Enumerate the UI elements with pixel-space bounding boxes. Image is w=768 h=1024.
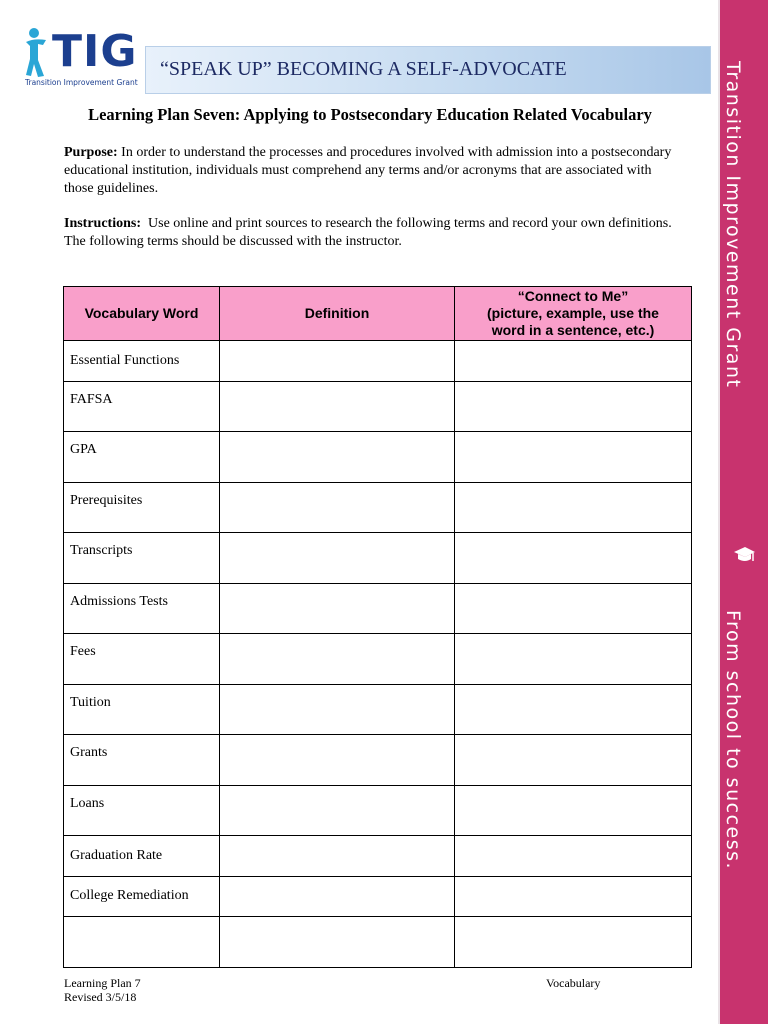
vocabulary-word-cell: FAFSA (64, 381, 220, 432)
instructions-paragraph (64, 215, 680, 251)
header-definition: Definition (220, 287, 455, 341)
vocabulary-word-cell: Essential Functions (64, 341, 220, 382)
definition-cell[interactable] (220, 735, 455, 786)
vocabulary-word-cell: Loans (64, 785, 220, 836)
definition-cell[interactable] (220, 432, 455, 483)
connect-cell[interactable] (455, 381, 692, 432)
definition-cell[interactable] (220, 381, 455, 432)
connect-cell[interactable] (455, 876, 692, 917)
header-connect-line3: word in a sentence, etc.) (491, 322, 655, 338)
table-row (64, 533, 692, 584)
connect-cell[interactable] (455, 482, 692, 533)
vocabulary-word-cell: Graduation Rate (64, 836, 220, 877)
footer-revised-date: Revised 3/5/18 (64, 990, 137, 1004)
connect-cell[interactable] (455, 533, 692, 584)
definition-cell[interactable] (220, 583, 455, 634)
definition-cell[interactable] (220, 836, 455, 877)
footer-plan-label: Learning Plan 7 (64, 976, 141, 990)
vocabulary-table (63, 286, 692, 968)
instructions-text: Use online and print sources to research the following terms and record your own definitions. The following terms should be discussed with the instructor. (64, 216, 672, 249)
connect-cell[interactable] (455, 785, 692, 836)
vocabulary-word-cell: GPA (64, 432, 220, 483)
definition-cell[interactable] (220, 917, 455, 968)
definition-cell[interactable] (220, 876, 455, 917)
document-title: Learning Plan Seven: Applying to Postsecondary Education Related Vocabulary (88, 105, 652, 124)
vocabulary-word-cell: Tuition (64, 684, 220, 735)
vocabulary-word-cell: Transcripts (64, 533, 220, 584)
vocabulary-word-cell: College Remediation (64, 876, 220, 917)
purpose-label: Purpose: (64, 145, 118, 160)
definition-cell[interactable] (220, 785, 455, 836)
connect-cell[interactable] (455, 432, 692, 483)
connect-cell[interactable] (455, 634, 692, 685)
header-connect-line2: (picture, example, use the (487, 305, 659, 321)
connect-cell[interactable] (455, 341, 692, 382)
table-row (64, 432, 692, 483)
table-row (64, 583, 692, 634)
definition-cell[interactable] (220, 634, 455, 685)
vocabulary-word-cell: Prerequisites (64, 482, 220, 533)
instructions-label: Instructions: (64, 216, 142, 231)
connect-cell[interactable] (455, 684, 692, 735)
footer-left (64, 976, 141, 1004)
table-row (64, 917, 692, 968)
definition-cell[interactable] (220, 482, 455, 533)
connect-cell[interactable] (455, 836, 692, 877)
person-figure-icon (24, 26, 54, 82)
vocabulary-word-cell[interactable] (64, 917, 220, 968)
vocabulary-word-cell: Grants (64, 735, 220, 786)
banner-title: “SPEAK UP” BECOMING A SELF-ADVOCATE (160, 58, 567, 80)
definition-cell[interactable] (220, 533, 455, 584)
footer-right: Vocabulary (546, 976, 601, 990)
table-row (64, 634, 692, 685)
table-row (64, 482, 692, 533)
logo-letters: TIG (52, 26, 138, 77)
table-row (64, 876, 692, 917)
tig-logo (24, 26, 144, 92)
connect-cell[interactable] (455, 917, 692, 968)
definition-cell[interactable] (220, 684, 455, 735)
purpose-paragraph (64, 144, 680, 198)
header-vocabulary-word: Vocabulary Word (64, 287, 220, 341)
table-row (64, 341, 692, 382)
vocabulary-word-cell: Admissions Tests (64, 583, 220, 634)
table-row (64, 381, 692, 432)
definition-cell[interactable] (220, 341, 455, 382)
table-row (64, 836, 692, 877)
graduation-cap-icon (731, 544, 757, 566)
logo-subtitle: Transition Improvement Grant (25, 78, 138, 87)
connect-cell[interactable] (455, 583, 692, 634)
vocabulary-word-cell: Fees (64, 634, 220, 685)
purpose-text: In order to understand the processes and procedures involved with admission into a postsecondary educational institution, individuals must comprehend any terms and/or acronyms that are associated with those guidelines. (64, 145, 672, 196)
table-row (64, 785, 692, 836)
table-header-row (64, 287, 692, 341)
header-connect-to-me (455, 287, 692, 341)
header-connect-line1: “Connect to Me” (517, 288, 629, 304)
title-banner (145, 46, 711, 94)
table-row (64, 684, 692, 735)
connect-cell[interactable] (455, 735, 692, 786)
table-row (64, 735, 692, 786)
